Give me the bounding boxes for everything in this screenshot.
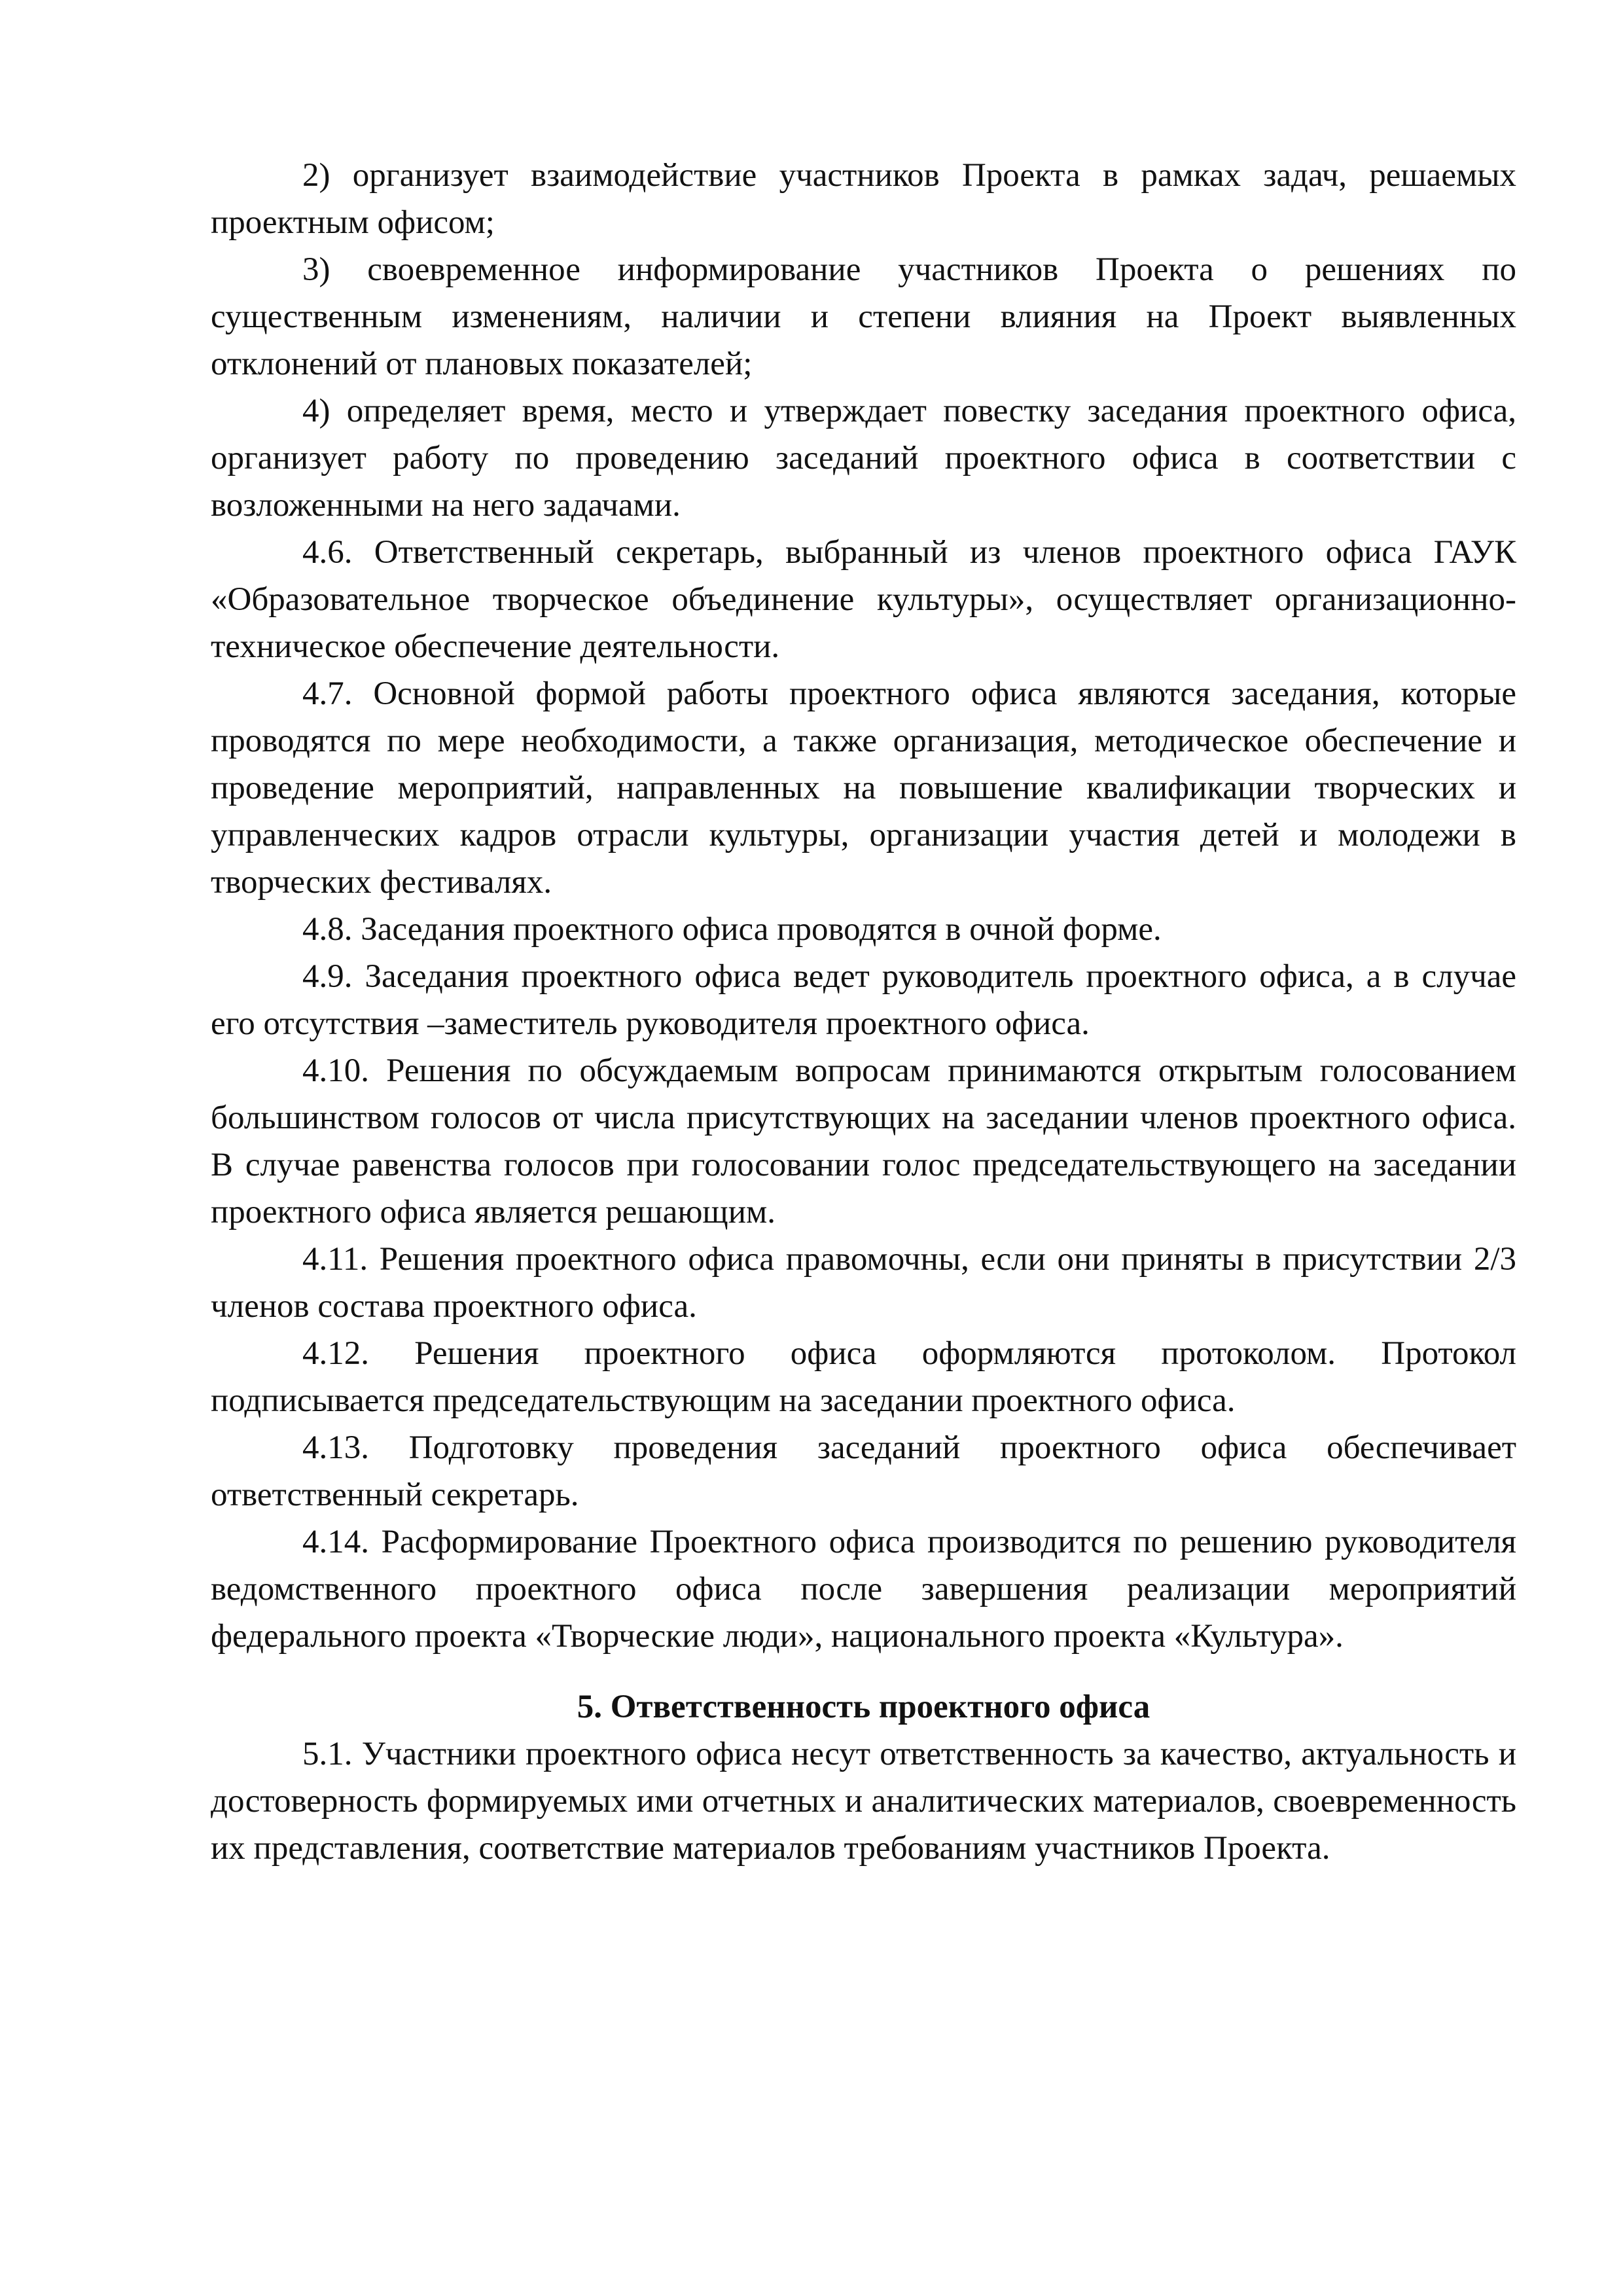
paragraph-4-11: 4.11. Решения проектного офиса правомочны, если они приняты в присутствии 2/3 членов состава проектного офиса.	[211, 1241, 1516, 1325]
paragraph-4-12: 4.12. Решения проектного офиса оформляются протоколом. Протокол подписывается председательствующим на заседании проектного офиса.	[211, 1335, 1516, 1419]
document-body	[211, 152, 1516, 1872]
paragraph-item-2: 2) организует взаимодействие участников Проекта в рамках задач, решаемых проектным офисом;	[211, 157, 1516, 241]
paragraph-4-13: 4.13. Подготовку проведения заседаний проектного офиса обеспечивает ответственный секретарь.	[211, 1429, 1516, 1513]
paragraph-4-9: 4.9. Заседания проектного офиса ведет руководитель проектного офиса, а в случае его отсутствия –заместитель руководителя проектного офиса.	[211, 958, 1516, 1042]
paragraph-5-1: 5.1. Участники проектного офиса несут ответственность за качество, актуальность и достоверность формируемых ими отчетных и аналитических материалов, своевременность их представления, соответствие материалов требованиям участников Проекта.	[211, 1736, 1516, 1867]
paragraph-4-6: 4.6. Ответственный секретарь, выбранный из членов проектного офиса ГАУК «Образовательное творческое объединение культуры», осуществляет организационно-техническое обеспечение деятельности.	[211, 534, 1516, 665]
paragraph-4-7: 4.7. Основной формой работы проектного офиса являются заседания, которые проводятся по мере необходимости, а также организация, методическое обеспечение и проведение мероприятий, направленных на повышение квалификации творческих и управленческих кадров отрасли культуры, организации участия детей и молодежи в творческих фестивалях.	[211, 675, 1516, 901]
paragraph-4-10: 4.10. Решения по обсуждаемым вопросам принимаются открытым голосованием большинством голосов от числа присутствующих на заседании членов проектного офиса. В случае равенства голосов при голосовании голос председательствующего на заседании проектного офиса является решающим.	[211, 1052, 1516, 1230]
paragraph-item-4: 4) определяет время, место и утверждает повестку заседания проектного офиса, организует работу по проведению заседаний проектного офиса в соответствии с возложенными на него задачами.	[211, 393, 1516, 524]
paragraph-4-8: 4.8. Заседания проектного офиса проводятся в очной форме.	[302, 911, 1162, 948]
paragraph-item-3: 3) своевременное информирование участников Проекта о решениях по существенным изменениям, наличии и степени влияния на Проект выявленных отклонений от плановых показателей;	[211, 251, 1516, 382]
paragraph-4-14: 4.14. Расформирование Проектного офиса производится по решению руководителя ведомственного проектного офиса после завершения реализации мероприятий федерального проекта «Творческие люди», национального проекта «Культура».	[211, 1524, 1516, 1655]
section-heading: 5. Ответственность проектного офиса	[577, 1689, 1150, 1725]
